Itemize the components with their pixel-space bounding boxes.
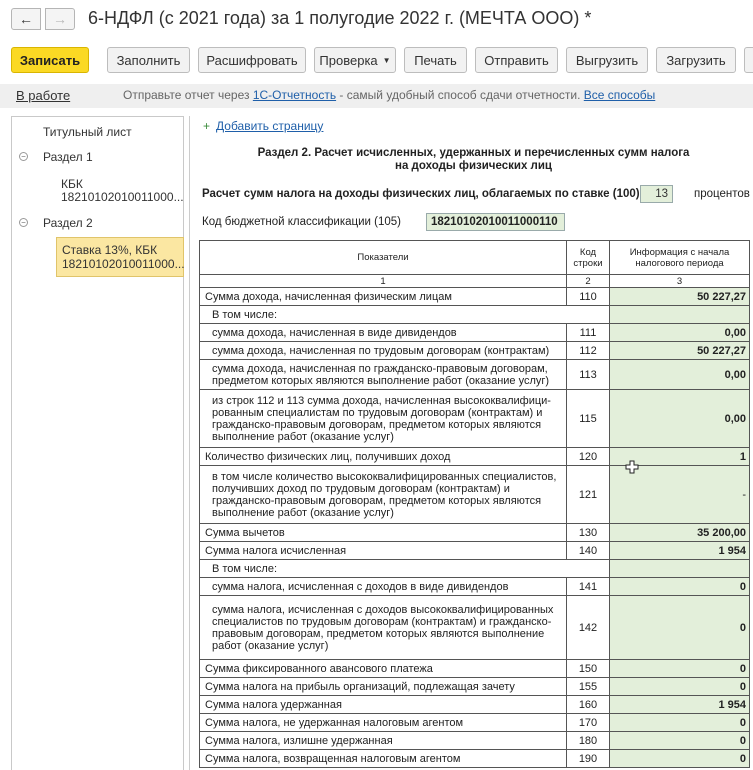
- row-code: 155: [567, 678, 610, 696]
- collapse-icon[interactable]: −: [19, 152, 28, 161]
- col-num-3: 3: [610, 275, 750, 288]
- row-value-field[interactable]: 0,00: [610, 360, 750, 390]
- decode-button[interactable]: Расшифровать: [198, 47, 306, 73]
- header-code: Код строки: [567, 241, 610, 275]
- unload-button[interactable]: Выгрузить: [566, 47, 648, 73]
- row-code: 190: [567, 750, 610, 768]
- row-label: сумма дохода, начисленная в виде дивидендов: [200, 324, 567, 342]
- status-link[interactable]: В работе: [16, 88, 71, 103]
- cursor-icon: [625, 460, 639, 474]
- nav-item-label: Титульный лист: [43, 125, 132, 139]
- header-info: Информация с начала налогового периода: [610, 241, 750, 275]
- table-row: [200, 390, 750, 448]
- row-code: 170: [567, 714, 610, 732]
- row-subheading: В том числе:: [200, 560, 567, 578]
- row-label: сумма дохода, начисленная по трудовым договорам (контрактам): [200, 342, 567, 360]
- row-label: Сумма налога, не удержанная налоговым агентом: [200, 714, 567, 732]
- column-numbers-row: [200, 275, 750, 288]
- row-value-field[interactable]: -: [610, 466, 750, 524]
- report-form: [196, 116, 753, 770]
- load-button[interactable]: Загрузить: [656, 47, 736, 73]
- table-row: [200, 578, 750, 596]
- window-title-bar: [0, 0, 753, 38]
- table-row: [200, 660, 750, 678]
- indicators-table: [199, 240, 750, 768]
- row-code: 150: [567, 660, 610, 678]
- row-code: 112: [567, 342, 610, 360]
- table-row: [200, 542, 750, 560]
- table-row: [200, 524, 750, 542]
- info-message: [123, 88, 655, 102]
- rate-label: Расчет сумм налога на доходы физических лиц, облагаемых по ставке (100): [202, 188, 640, 200]
- row-code: 160: [567, 696, 610, 714]
- table-row: [200, 324, 750, 342]
- send-button[interactable]: Отправить: [475, 47, 558, 73]
- table-row: [200, 678, 750, 696]
- table-row: [200, 732, 750, 750]
- collapse-icon[interactable]: −: [19, 218, 28, 227]
- row-label: сумма налога, исчисленная с доходов высококвалифицированных специалистов по трудовым договорам (контрактам) и гражданско-правовым договорам, предметом которых являются выполнение работ (оказание услуг): [200, 596, 567, 660]
- row-code: 130: [567, 524, 610, 542]
- nav-item-label: Раздел 1: [43, 150, 93, 164]
- col-num-2: 2: [567, 275, 610, 288]
- row-value-field[interactable]: 1 954: [610, 696, 750, 714]
- arrow-right-icon: →: [53, 11, 67, 27]
- row-code: 141: [567, 578, 610, 596]
- row-label: Сумма вычетов: [200, 524, 567, 542]
- nav-item-label: Ставка 13%, КБК: [62, 243, 158, 257]
- table-row: [200, 466, 750, 524]
- kbk-label: Код бюджетной классификации (105): [202, 216, 401, 228]
- row-label: Сумма налога удержанная: [200, 696, 567, 714]
- row-code: 115: [567, 390, 610, 448]
- reporting-link[interactable]: 1С-Отчетность: [252, 88, 337, 102]
- info-message-mid: - самый удобный способ сдачи отчетности.: [336, 88, 584, 102]
- table-row: [200, 288, 750, 306]
- row-label: Количество физических лиц, получивших доход: [200, 448, 567, 466]
- table-header-row: [200, 241, 750, 275]
- nav-item-rate-13[interactable]: [56, 237, 184, 277]
- info-bar: [0, 84, 753, 108]
- row-value-field[interactable]: 1 954: [610, 542, 750, 560]
- page-title: 6-НДФЛ (с 2021 года) за 1 полугодие 2022 г. (МЕЧТА ООО) *: [88, 8, 592, 28]
- nav-item-label: КБК: [61, 177, 83, 191]
- row-value-field[interactable]: 50 227,27: [610, 288, 750, 306]
- row-code-cell: [567, 306, 610, 324]
- row-label: сумма налога, исчисленная с доходов в виде дивидендов: [200, 578, 567, 596]
- row-value-field[interactable]: 35 200,00: [610, 524, 750, 542]
- sections-nav: [11, 116, 184, 770]
- row-code: 140: [567, 542, 610, 560]
- nav-item-label: Раздел 2: [43, 216, 93, 230]
- nav-item-sublabel: 18210102010011000...: [62, 257, 185, 271]
- rate-field[interactable]: 13: [640, 185, 673, 203]
- nav-item-section1[interactable]: [12, 147, 183, 169]
- nav-item-kbk[interactable]: [12, 173, 183, 207]
- header-indicators: Показатели: [200, 241, 567, 275]
- rate-unit-label: процентов: [694, 188, 750, 200]
- fill-button[interactable]: Заполнить: [107, 47, 190, 73]
- row-value-field[interactable]: 0: [610, 660, 750, 678]
- table-row: [200, 448, 750, 466]
- nav-item-sublabel: 18210102010011000...: [61, 190, 184, 204]
- row-label: Сумма налога, возвращенная налоговым агентом: [200, 750, 567, 768]
- row-code: 121: [567, 466, 610, 524]
- table-row: [200, 596, 750, 660]
- all-methods-link[interactable]: Все способы: [583, 88, 656, 102]
- add-page-link[interactable]: [203, 119, 323, 133]
- row-value-field[interactable]: 0: [610, 714, 750, 732]
- add-page-label: Добавить страницу: [216, 119, 324, 133]
- row-label: Сумма налога исчисленная: [200, 542, 567, 560]
- row-code: 111: [567, 324, 610, 342]
- row-value-field[interactable]: 0: [610, 678, 750, 696]
- row-value-field[interactable]: 0,00: [610, 390, 750, 448]
- row-value-field[interactable]: 0: [610, 578, 750, 596]
- row-value-cell: [610, 306, 750, 324]
- table-row: [200, 342, 750, 360]
- row-code: 113: [567, 360, 610, 390]
- nav-item-title-page[interactable]: [12, 121, 183, 143]
- plus-icon: +: [203, 119, 211, 133]
- check-dropdown-button[interactable]: [314, 47, 396, 73]
- row-value-field[interactable]: 0: [610, 596, 750, 660]
- table-row: [200, 360, 750, 390]
- row-value-field[interactable]: 0: [610, 732, 750, 750]
- row-subheading: В том числе:: [200, 306, 567, 324]
- row-label: Сумма фиксированного авансового платежа: [200, 660, 567, 678]
- col-num-1: 1: [200, 275, 567, 288]
- table-row: [200, 750, 750, 768]
- kbk-field[interactable]: 18210102010011000110: [426, 213, 565, 231]
- section-title-line2: на доходы физических лиц: [395, 160, 552, 172]
- row-value-field[interactable]: 50 227,27: [610, 342, 750, 360]
- row-value-field[interactable]: 0: [610, 750, 750, 768]
- row-label: из строк 112 и 113 сумма дохода, начисленная высококвалифици-рованным специалистам по трудовым договорам (контрактам) и гражданско-правовым договорам, предметом которых являются выполнение работ (оказание услуг): [200, 390, 567, 448]
- more-button[interactable]: [744, 47, 753, 73]
- row-code-cell: [567, 560, 610, 578]
- row-code: 120: [567, 448, 610, 466]
- nav-item-section2[interactable]: [12, 213, 183, 235]
- table-row: [200, 714, 750, 732]
- arrow-left-icon: ←: [19, 11, 33, 27]
- section-title: [236, 147, 711, 173]
- table-row: [200, 306, 750, 324]
- row-label: в том числе количество высококвалифицированных специалистов, получивших доход по трудовым договорам (контрактам) и гражданско-правовым договорам, предметом которых являются выполнение работ (оказание услуг): [200, 466, 567, 524]
- row-label: Сумма налога на прибыль организаций, подлежащая зачету: [200, 678, 567, 696]
- row-value-cell: [610, 560, 750, 578]
- splitter[interactable]: [189, 116, 190, 770]
- back-button[interactable]: [11, 8, 41, 30]
- info-message-prefix: Отправьте отчет через: [123, 88, 253, 102]
- row-value-field[interactable]: 0,00: [610, 324, 750, 342]
- section-title-line1: Раздел 2. Расчет исчисленных, удержанных и перечисленных сумм налога: [257, 147, 690, 159]
- row-label: Сумма налога, излишне удержанная: [200, 732, 567, 750]
- save-button[interactable]: Записать: [11, 47, 89, 73]
- toolbar: [0, 47, 753, 75]
- table-row: [200, 560, 750, 578]
- table-row: [200, 696, 750, 714]
- check-label: Проверка: [319, 52, 378, 68]
- caret-down-icon: ▼: [382, 55, 391, 65]
- row-label: Сумма дохода, начисленная физическим лицам: [200, 288, 567, 306]
- row-value-field[interactable]: 1: [610, 448, 750, 466]
- forward-button[interactable]: [45, 8, 75, 30]
- print-button[interactable]: Печать: [404, 47, 467, 73]
- row-code: 110: [567, 288, 610, 306]
- row-code: 180: [567, 732, 610, 750]
- row-label: сумма дохода, начисленная по гражданско-правовым договорам, предметом которых являются выполнение работ (оказание услуг): [200, 360, 567, 390]
- row-code: 142: [567, 596, 610, 660]
